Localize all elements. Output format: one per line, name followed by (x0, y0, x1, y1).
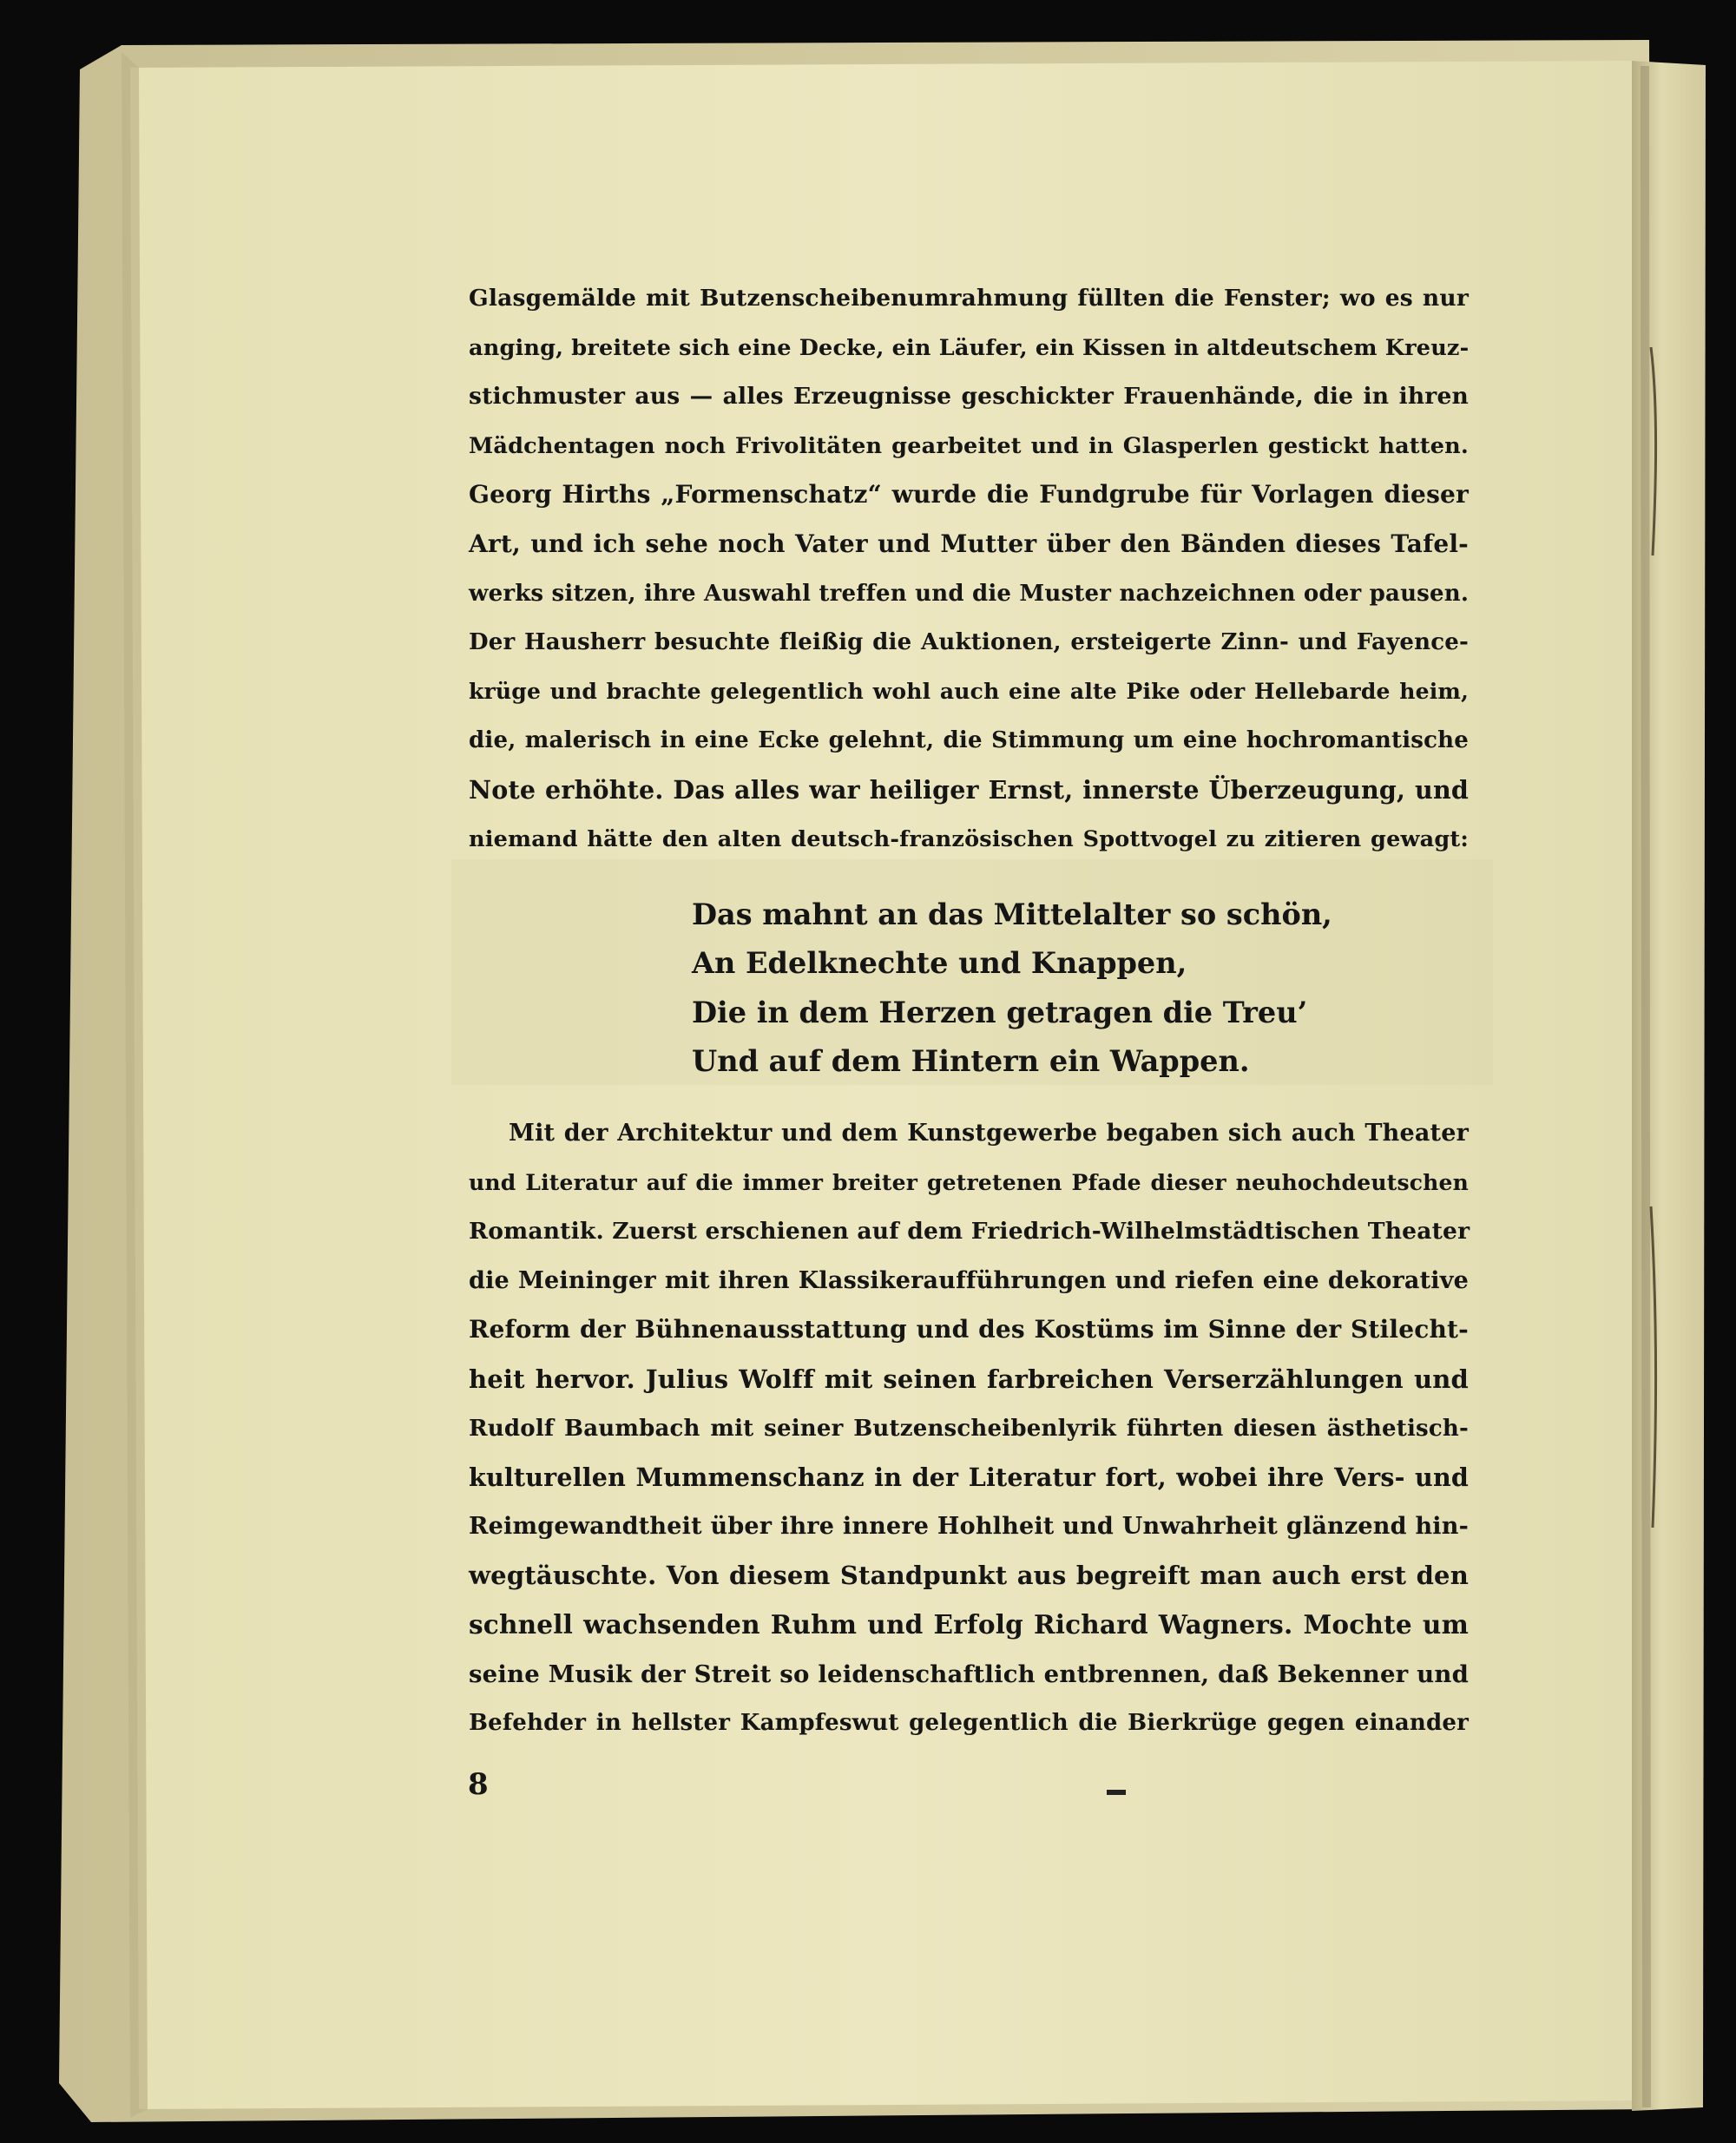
text-line: Art, und ich sehe noch Vater und Mutter über den Bänden dieses Tafel- (469, 529, 1469, 558)
paragraph-2 (469, 1109, 1469, 1748)
text-line: seine Musik der Streit so leidenschaftlich entbrennen, daß Bekenner und (469, 1660, 1469, 1688)
text-line: Mädchentagen noch Frivolitäten gearbeitet und in Glasperlen gestickt hatten. (469, 432, 1469, 459)
text-line: kulturellen Mummenschanz in der Literatur fort, wobei ihre Vers- und (469, 1463, 1469, 1493)
verse-line: Das mahnt an das Mittelalter so schön, (692, 897, 1332, 931)
ink-mark (1107, 1790, 1126, 1795)
text-line: Befehder in hellster Kampfeswut gelegentlich die Bierkrüge gegen einander (469, 1710, 1469, 1737)
text-line: Georg Hirths „Formenschatz“ wurde die Fundgrube für Vorlagen dieser (469, 480, 1469, 509)
verse-line: Und auf dem Hintern ein Wappen. (692, 1044, 1250, 1079)
text-line: stichmuster aus — alles Erzeugnisse geschickter Frauenhände, die in ihren (469, 383, 1469, 411)
verse-line: Die in dem Herzen getragen die Treu’ (692, 995, 1308, 1029)
paragraph-1 (469, 274, 1469, 864)
text-line: krüge und brachte gelegentlich wohl auch eine alte Pike oder Hellebarde heim, (469, 678, 1469, 704)
text-line: wegtäuschte. Von diesem Standpunkt aus begreift man auch erst den (469, 1561, 1469, 1591)
text-line: die, malerisch in eine Ecke gelehnt, die Stimmung um eine hochromantische (469, 727, 1469, 754)
text-line: heit hervor. Julius Wolff mit seinen farbreichen Verserzählungen und (469, 1364, 1469, 1394)
text-line: niemand hätte den alten deutsch-französischen Spottvogel zu zitieren gewagt: (469, 825, 1469, 852)
text-line: Reimgewandtheit über ihre innere Hohlheit und Unwahrheit glänzend hin- (469, 1512, 1469, 1540)
text-line: Note erhöhte. Das alles war heiliger Ernst, innerste Überzeugung, und (469, 774, 1469, 805)
text-line: die Meininger mit ihren Klassikeraufführungen und riefen eine dekorative (469, 1266, 1469, 1294)
text-line: anging, breitete sich eine Decke, ein Läufer, ein Kissen in altdeutschem Kreuz- (469, 334, 1470, 361)
page-number: 8 (468, 1767, 489, 1802)
verse-line: An Edelknechte und Knappen, (692, 946, 1187, 981)
text-line: Reform der Bühnenausstattung und des Kostüms im Sinne der Stilecht- (469, 1315, 1469, 1344)
text-line: Der Hausherr besuchte fleißig die Auktionen, ersteigerte Zinn- und Fayence- (469, 629, 1469, 656)
text-line: Glasgemälde mit Butzenscheibenumrahmung füllten die Fenster; wo es nur (469, 285, 1469, 312)
text-line: schnell wachsenden Ruhm und Erfolg Richard Wagners. Mochte um (469, 1608, 1469, 1640)
text-line: Rudolf Baumbach mit seiner Butzenscheibenlyrik führten diesen ästhetisch- (469, 1415, 1469, 1442)
text-line: Mit der Architektur und dem Kunstgewerbe begaben sich auch Theater (509, 1120, 1469, 1147)
text-line: und Literatur auf die immer breiter getretenen Pfade dieser neuhochdeutschen (469, 1169, 1469, 1195)
text-line: Romantik. Zuerst erschienen auf dem Friedrich-Wilhelmstädtischen Theater (469, 1218, 1470, 1246)
verse-quote (469, 891, 1692, 1087)
text-line: werks sitzen, ihre Auswahl treffen und die Muster nachzeichnen oder pausen. (469, 580, 1470, 607)
